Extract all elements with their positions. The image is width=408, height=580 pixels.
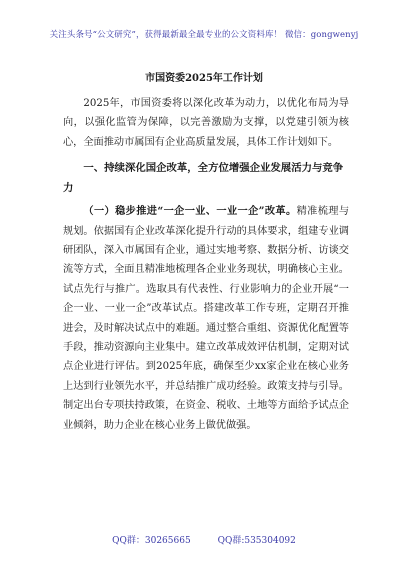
subsection-body: 精准梳理与规划。依据国有企业改革深化提升行动的具体要求，组建专业调研团队，深入市属国有企业，通过实地考察、数据分析、访谈交流等方式，全面且精准地梳理各企业业务现状，明确核心主业。试点先行与推广。选取具有代表性、行业影响力的企业开展“一企一业、一业一企”改革试点。搭建改革工作专班，定期召开推进会，及时解决试点中的难题。通过整合重组、资源优化配置等手段，推动资源向主业集中。建立改革成效评估机制，定期对试点企业进行评估。到2025年底，确保至少xx家企业在核心业务上达到行业领先水平，并总结推广成功经验。政策支持与引导。制定出台专项扶持政策，在资金、税收、土地等方面给予试点企业倾斜，助力企业在核心业务上做优做强。 <box>63 206 350 431</box>
document-body <box>63 94 349 435</box>
header-banner: 关注头条号“公文研究”，获得最新最全最专业的公文资料库！ 微信：gongwenyj <box>49 30 359 40</box>
subsection-heading: （一）稳步推进“一企一业、一业一企”改革。 <box>83 205 297 218</box>
footer-qq-group-1: QQ群：30265665 <box>112 536 191 546</box>
intro-paragraph: 2025年，市国资委将以深化改革为动力，以优化布局为导向，以强化监管为保障，以完善激励为支撑，以党建引领为核心，全面推动市属国有企业高质量发展，具体工作计划如下。 <box>63 98 349 148</box>
subsection-paragraph <box>63 202 349 435</box>
section-heading: 一、持续深化国企改革，全方位增强企业发展活力与竞争力 <box>63 162 344 195</box>
footer-qq-group-2: QQ群:535304092 <box>217 536 296 546</box>
footer <box>0 533 408 546</box>
document-title: 市国资委2025年工作计划 <box>145 73 263 84</box>
